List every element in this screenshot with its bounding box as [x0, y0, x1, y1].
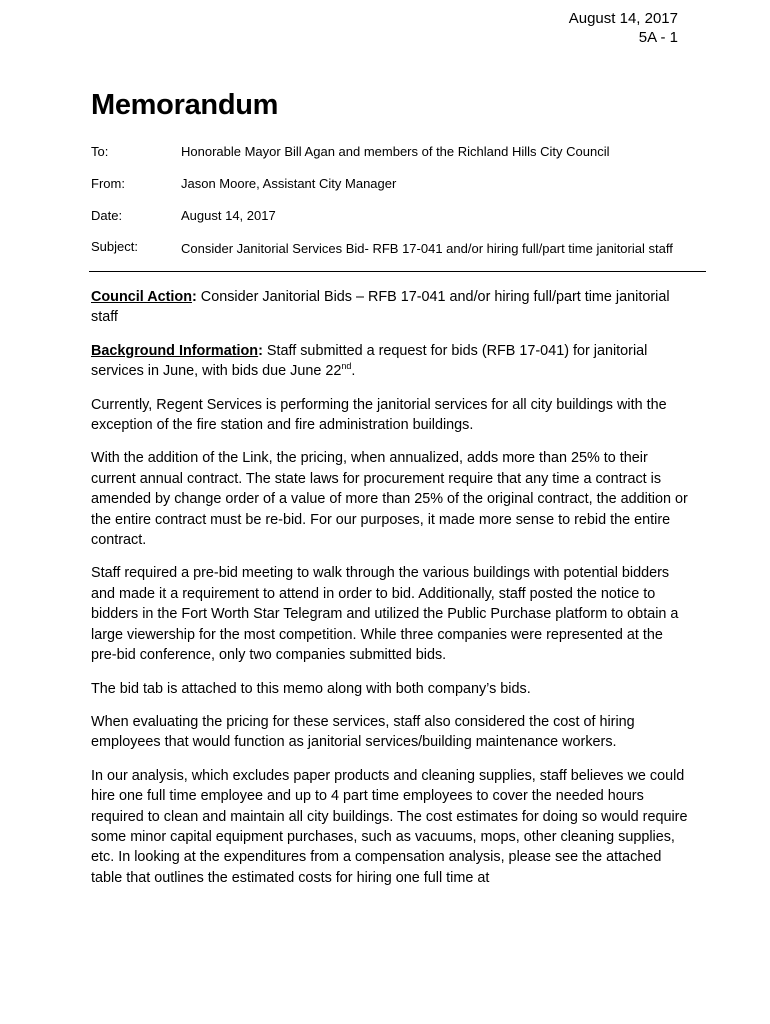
body-paragraph: In our analysis, which excludes paper products and cleaning supplies, staff believes we could hire one full time employee and up to 4 part time employees to cover the needed hours required to clean and maintain all city buildings. The cost estimates for doing so would require some minor capital equipment purchases, such as vacuums, mops, other cleaning supplies, etc. In looking at the expenditures from a compensation analysis, please see the attached table that outlines the estimated costs for hiring one full time at — [91, 767, 688, 886]
header-divider — [89, 271, 706, 272]
ordinal-suffix: nd — [341, 361, 352, 372]
memo-body — [91, 287, 688, 901]
date-value: August 14, 2017 — [181, 208, 276, 223]
body-paragraph: Currently, Regent Services is performing the janitorial services for all city buildings with the exception of the fire station and fire administration buildings. — [91, 396, 667, 434]
body-paragraph: The bid tab is attached to this memo along with both company’s bids. — [91, 680, 531, 697]
council-action-paragraph — [91, 287, 688, 328]
header-date: August 14, 2017 — [568, 10, 678, 27]
council-action-heading: Council Action — [91, 289, 192, 305]
document-header — [569, 9, 678, 47]
background-heading: Background Information — [91, 342, 259, 359]
council-action-colon: : — [192, 289, 197, 305]
to-value: Honorable Mayor Bill Agan and members of the Richland Hills City Council — [181, 144, 610, 159]
background-end: . — [351, 363, 356, 380]
from-value: Jason Moore, Assistant City Manager — [181, 176, 397, 191]
body-paragraph: When evaluating the pricing for these services, staff also considered the cost of hiring employees that would function as janitorial services/building maintenance workers. — [91, 713, 635, 751]
date-label: Date: — [91, 208, 123, 223]
council-action-text: Consider Janitorial Bids – RFB 17-041 and/or hiring full/part time janitorial staff — [91, 289, 670, 326]
subject-label: Subject: — [91, 239, 138, 254]
from-label: From: — [91, 176, 125, 191]
background-paragraph — [91, 341, 688, 382]
background-colon: : — [258, 342, 263, 359]
page-title: Memorandum — [91, 89, 279, 121]
body-paragraph: With the addition of the Link, the pricing, when annualized, adds more than 25% to their current annual contract. The state laws for procurement require that any time a contract is amended by change order of a value of more than 25% of the original contract, the addition or the entire contract must be re-bid. For our purposes, it made more sense to rebid the entire contract. — [91, 450, 688, 549]
subject-value: Consider Janitorial Services Bid- RFB 17-041 and/or hiring full/part time janitorial staff — [181, 241, 673, 256]
agenda-item-number: 5A - 1 — [638, 29, 678, 46]
body-paragraph: Staff required a pre-bid meeting to walk through the various buildings with potential bidders and made it a requirement to attend in order to bid. Additionally, staff posted the notice to bidders in the Fort Worth Star Telegram and utilized the Public Purchase platform to obtain a large viewership for the most competition. While three companies were represented at the pre-bid conference, only two companies submitted bids. — [91, 565, 679, 664]
to-label: To: — [91, 144, 109, 159]
background-text: Staff submitted a request for bids (RFB 17-041) for janitorial services in June, with bids due June 22 — [91, 342, 648, 380]
